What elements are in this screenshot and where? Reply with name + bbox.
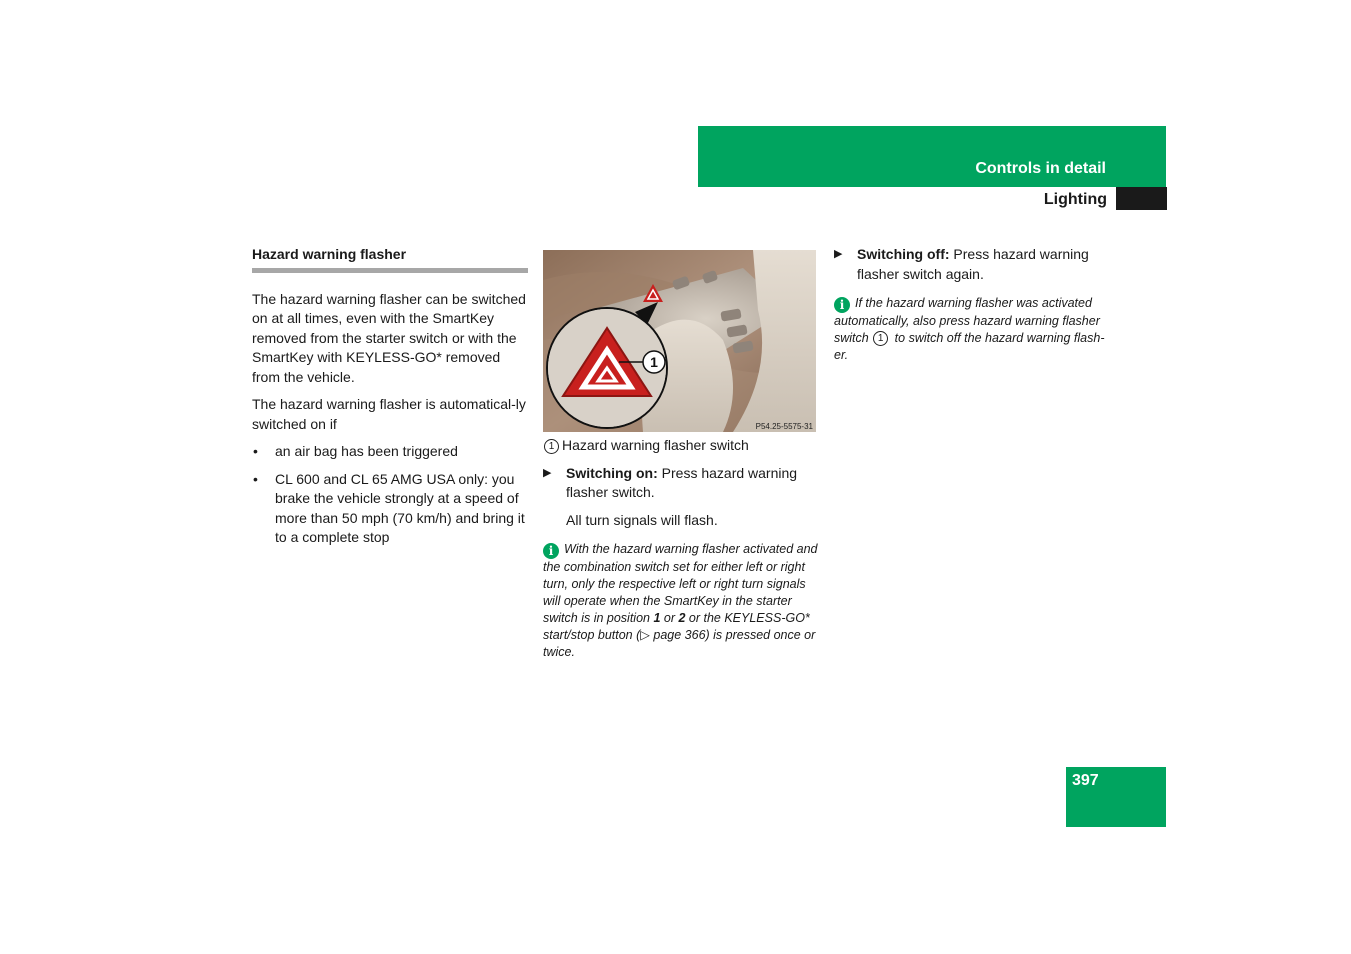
position-2: 2 — [678, 611, 686, 625]
list-item — [252, 442, 528, 462]
info-note — [543, 541, 819, 661]
step-switch-off — [834, 245, 1112, 284]
column-left — [252, 244, 528, 548]
step-label: Switching off: — [857, 246, 950, 262]
column-middle — [543, 244, 819, 661]
step-result: All turn signals will flash. — [566, 511, 718, 528]
hazard-switch-photo — [543, 250, 816, 432]
page-number: 397 — [1072, 772, 1099, 789]
bullet-glyph: • — [253, 443, 258, 459]
image-code: P54.25-5575-31 — [755, 422, 813, 431]
note-text: page 366) is pressed once or twice. — [543, 628, 816, 659]
step-label: Switching on: — [566, 464, 658, 481]
info-icon: i — [834, 297, 850, 313]
section-heading: Hazard warning flasher — [252, 245, 528, 273]
list-item — [252, 470, 528, 548]
arrow-right-icon: ▶ — [543, 466, 552, 479]
list-item-text: an air bag has been triggered — [275, 443, 458, 459]
subsection-title: Lighting — [1043, 191, 1107, 208]
caption-text: Hazard warning flasher switch — [562, 437, 749, 453]
note-text: or — [660, 611, 679, 625]
page-reference-icon: ▷ — [640, 628, 650, 642]
header-bar — [698, 126, 1166, 187]
note-text: to switch off the hazard warning flash-er. — [834, 331, 1105, 362]
intro-paragraph: The hazard warning flasher can be switched on at all times, even with the SmartKey removed from the starter switch or with the SmartKey with KEYLESS-GO* removed from the vehicle. — [252, 290, 526, 385]
image-caption — [543, 436, 819, 456]
caption-number: 1 — [544, 439, 559, 454]
column-right — [834, 244, 1112, 364]
page-number-box — [1066, 767, 1166, 827]
note-text: With the hazard warning flasher activated and the combination switch set for either left or right turn, only the respective left or right turn signals will operate when the SmartKey in the starter switch is in position — [543, 542, 818, 625]
bullet-glyph: • — [253, 470, 258, 487]
auto-paragraph: The hazard warning flasher is automatical-ly switched on if — [252, 396, 526, 432]
callout-number: 1 — [650, 354, 658, 370]
step-switch-on — [543, 464, 819, 503]
subsection-tab-marker — [1116, 187, 1167, 210]
info-note — [834, 295, 1112, 364]
step-text: Press hazard warning flasher switch again. — [857, 246, 1089, 282]
info-icon: i — [543, 543, 559, 559]
switch-number: 1 — [873, 331, 888, 346]
list-item-text: CL 600 and CL 65 AMG USA only: you brake the vehicle strongly at a speed of more than 50 mph (70 km/h) and bring it to a complete stop — [275, 470, 525, 545]
step-text: Press hazard warning flasher switch. — [566, 464, 798, 500]
position-1: 1 — [653, 611, 661, 625]
section-title: Controls in detail — [975, 160, 1106, 177]
note-text: If the hazard warning flasher was activated automatically, also press hazard warning flasher switch — [834, 296, 1100, 345]
arrow-right-icon: ▶ — [834, 248, 843, 260]
note-text: or the KEYLESS-GO* start/stop button ( — [543, 611, 810, 642]
